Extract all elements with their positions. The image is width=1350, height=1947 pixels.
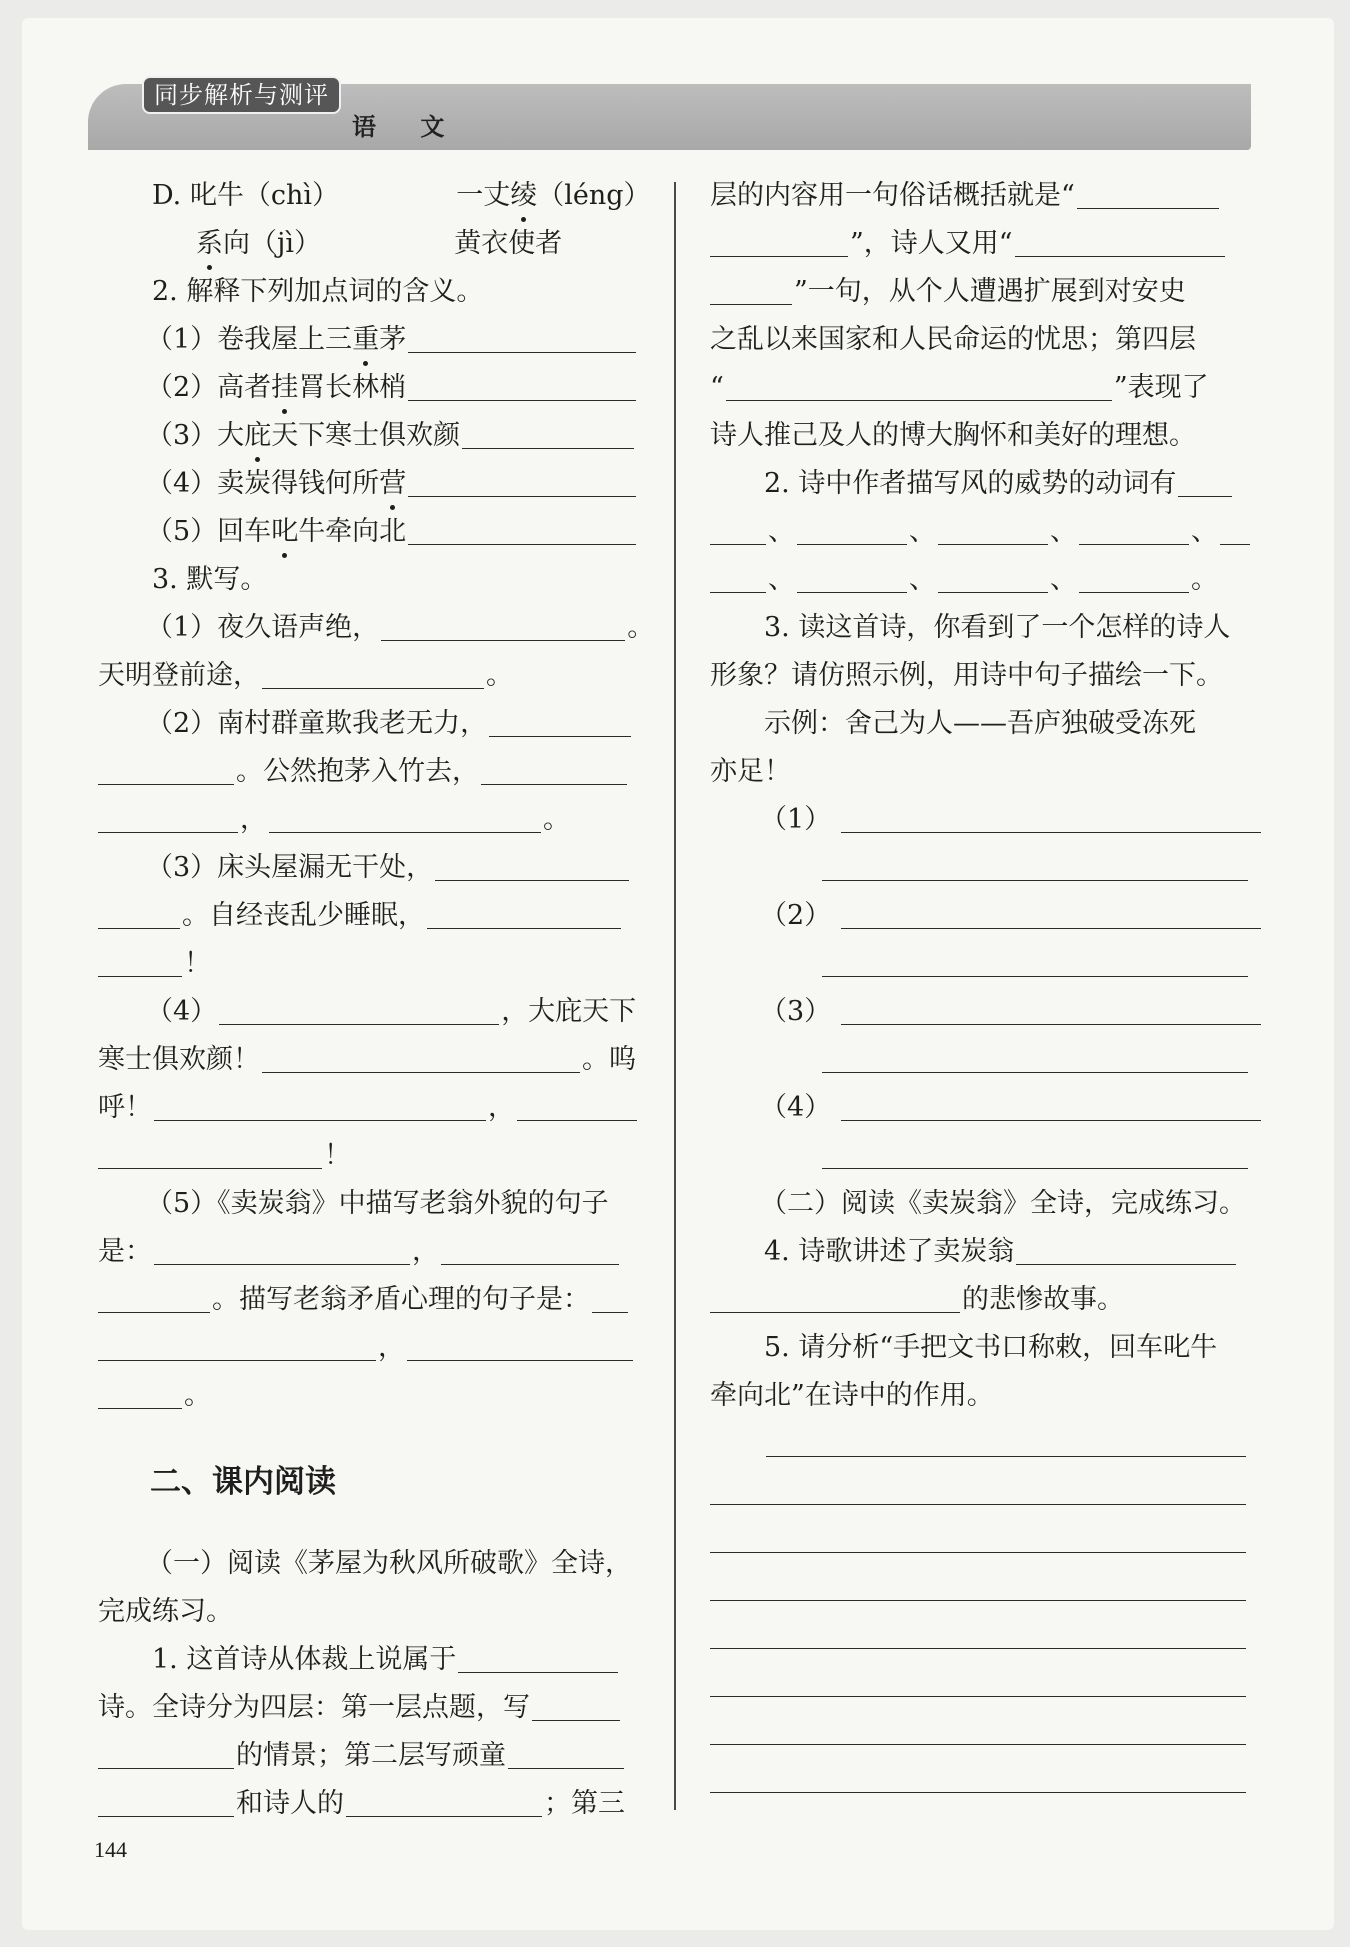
- answer-blank[interactable]: [710, 1612, 1246, 1649]
- answer-blank[interactable]: [592, 1276, 628, 1313]
- text: 、: [909, 564, 936, 595]
- text: （3）大: [146, 420, 245, 451]
- answer-blank[interactable]: [797, 556, 907, 593]
- text: 牛牵向北: [298, 516, 407, 547]
- answer-blank[interactable]: [408, 460, 636, 497]
- answer-blank[interactable]: [517, 1084, 637, 1121]
- text: 茅: [379, 324, 407, 355]
- q2-title: 2. 解释下列加点词的含义。: [152, 276, 484, 307]
- r1-q1-line2: [98, 1684, 622, 1732]
- reading1-intro-line2: 完成练习。: [98, 1596, 233, 1627]
- q3-4-line4: [96, 1132, 351, 1180]
- q3-2-line3: [96, 796, 570, 844]
- answer-blank[interactable]: [1077, 172, 1219, 209]
- q3-3-line2: [96, 892, 623, 940]
- r-q5-answer-4: [708, 1564, 1248, 1612]
- text: 罥长林梢: [298, 372, 407, 403]
- answer-blank[interactable]: [1178, 460, 1232, 497]
- text: 一丈: [456, 180, 511, 211]
- answer-blank[interactable]: [98, 1276, 210, 1313]
- q3-4-line2: [98, 1036, 636, 1084]
- answer-blank[interactable]: [98, 1132, 322, 1169]
- r-line-4: 之乱以来国家和人民命运的忧思；第四层: [710, 324, 1196, 355]
- r-q5-line2: 牵向北”在诗中的作用。: [710, 1380, 994, 1411]
- text: 向（jì）: [223, 228, 322, 259]
- text: 。: [486, 660, 513, 691]
- answer-blank[interactable]: [1220, 508, 1250, 545]
- r-q5-answer-3: [708, 1516, 1248, 1564]
- answer-blank[interactable]: [98, 1732, 234, 1769]
- r-q5-answer-2: [708, 1468, 1248, 1516]
- text: 呼！: [98, 1092, 152, 1123]
- q3-3-line1: [146, 844, 631, 892]
- answer-blank[interactable]: [532, 1684, 620, 1721]
- q3-1-line1: [146, 604, 654, 652]
- r-q2-line2: [708, 508, 1252, 556]
- series-title: 同步解析与测评: [142, 76, 341, 114]
- text: 。描写老翁矛盾心理的句子是：: [212, 1284, 590, 1315]
- answer-blank[interactable]: [1079, 556, 1189, 593]
- answer-blank[interactable]: [508, 1732, 624, 1769]
- r-answer-2: [760, 892, 1263, 940]
- answer-blank[interactable]: [710, 1756, 1246, 1793]
- q3-4-line3: [98, 1084, 639, 1132]
- answer-blank[interactable]: [481, 748, 627, 785]
- r-q2-line1: [764, 460, 1234, 508]
- text: 层的内容用一句俗话概括就是“: [710, 180, 1075, 211]
- text: D. 叱: [152, 180, 217, 211]
- answer-blank[interactable]: [710, 556, 766, 593]
- answer-blank[interactable]: [766, 1420, 1246, 1457]
- q2-item-3: [146, 412, 636, 460]
- r-q3-line1: 3. 读这首诗，你看到了一个怎样的诗人: [764, 612, 1231, 643]
- text: ，: [240, 804, 267, 835]
- r-answer-4: [760, 1084, 1263, 1132]
- page-number: 144: [94, 1837, 127, 1862]
- text: 天明登前途，: [98, 660, 260, 691]
- emphasis-char: 庇: [244, 412, 271, 460]
- q3-5-line2: [98, 1228, 621, 1276]
- answer-blank[interactable]: [98, 1372, 182, 1409]
- section-heading: 二、课内阅读: [150, 1464, 336, 1500]
- text: 的情景；第二层写顽童: [236, 1740, 506, 1771]
- text: 。: [543, 804, 570, 835]
- r-q3-line2: 形象？请仿照示例，用诗中句子描绘一下。: [710, 660, 1223, 691]
- option-d-line1: [152, 172, 651, 220]
- q3-1-line2: [98, 652, 513, 700]
- text: ！: [184, 948, 211, 979]
- text: ，: [412, 1236, 439, 1267]
- text: （5）回车: [146, 516, 272, 547]
- r-line-5: [710, 364, 1209, 412]
- answer-blank[interactable]: [710, 1468, 1246, 1505]
- text: （1）: [760, 804, 832, 835]
- answer-blank[interactable]: [1079, 508, 1189, 545]
- text: 、: [768, 564, 795, 595]
- q2-item-5: [146, 508, 638, 556]
- answer-blank[interactable]: [462, 412, 634, 449]
- text: 。: [184, 1380, 211, 1411]
- q2-item-1: [146, 316, 638, 364]
- answer-blank[interactable]: [154, 1084, 486, 1121]
- r-answer-4b: [820, 1132, 1250, 1180]
- text: 。呜: [582, 1044, 636, 1075]
- answer-blank[interactable]: [98, 1780, 234, 1817]
- text: （4）: [146, 996, 218, 1027]
- answer-blank[interactable]: [841, 796, 1261, 833]
- answer-blank[interactable]: [822, 844, 1248, 881]
- r-q5-answer-6: [708, 1660, 1248, 1708]
- text: ”表现了: [1113, 372, 1209, 403]
- text: 牛（chì）: [216, 180, 340, 211]
- text: 寒士俱欢颜！: [98, 1044, 260, 1075]
- r-answer-1: [760, 796, 1263, 844]
- text: 天下寒士俱欢颜: [271, 420, 461, 451]
- answer-blank[interactable]: [427, 892, 621, 929]
- answer-blank[interactable]: [346, 1780, 542, 1817]
- emphasis-char: 营: [379, 460, 406, 508]
- answer-blank[interactable]: [841, 892, 1261, 929]
- text: 。公然抱茅入竹去，: [236, 756, 479, 787]
- emphasis-char: 重: [352, 316, 379, 364]
- answer-blank[interactable]: [489, 700, 631, 737]
- answer-blank[interactable]: [710, 268, 792, 305]
- answer-blank[interactable]: [435, 844, 629, 881]
- answer-blank[interactable]: [98, 940, 182, 977]
- r-answer-2b: [820, 940, 1250, 988]
- text: （2）高者: [146, 372, 272, 403]
- emphasis-char: 系: [196, 220, 223, 268]
- answer-blank[interactable]: [262, 1036, 580, 1073]
- text: 、: [1050, 564, 1077, 595]
- r-q2-line3: [708, 556, 1218, 604]
- answer-blank[interactable]: [98, 892, 180, 929]
- r-q4-line1: [764, 1228, 1238, 1276]
- r-q5-line1: 5. 请分析“手把文书口称敕，回车叱牛: [764, 1332, 1218, 1363]
- text: ；第三: [544, 1788, 625, 1819]
- r-example-line2: 亦足！: [710, 756, 791, 787]
- text: 黄衣使者: [454, 228, 563, 259]
- text: 4. 诗歌讲述了卖炭翁: [764, 1236, 1015, 1267]
- text: 是：: [98, 1236, 152, 1267]
- reading2-intro: （二）阅读《卖炭翁》全诗，完成练习。: [760, 1188, 1246, 1219]
- emphasis-char: 绫: [510, 172, 537, 220]
- answer-blank[interactable]: [938, 556, 1048, 593]
- answer-blank[interactable]: [407, 1324, 633, 1361]
- answer-blank[interactable]: [154, 1228, 410, 1265]
- text: （4）卖炭得钱何所: [146, 468, 380, 499]
- emphasis-char: 挂: [271, 364, 298, 412]
- r-q5-answer-1: [764, 1420, 1248, 1468]
- text: ，: [488, 1092, 515, 1123]
- r-q5-answer-7: [708, 1708, 1248, 1756]
- text: （3）床头屋漏无干处，: [146, 852, 434, 883]
- text: 、: [1050, 516, 1077, 547]
- answer-blank[interactable]: [408, 364, 636, 401]
- r-example-line1: 示例：舍己为人——吾庐独破受冻死: [764, 708, 1196, 739]
- q3-5-line3: [96, 1276, 630, 1324]
- text: 。: [1191, 564, 1218, 595]
- answer-blank[interactable]: [381, 604, 625, 641]
- answer-blank[interactable]: [822, 1132, 1248, 1169]
- r-line-1: [710, 172, 1221, 220]
- text: 、: [768, 516, 795, 547]
- answer-blank[interactable]: [408, 508, 636, 545]
- text: ，: [378, 1332, 405, 1363]
- option-d-line2: [196, 220, 562, 268]
- text: （2）: [760, 900, 832, 931]
- answer-blank[interactable]: [710, 1660, 1246, 1697]
- q3-5-line1: （5）《卖炭翁》中描写老翁外貌的句子: [146, 1188, 609, 1219]
- text: 2. 诗中作者描写风的威势的动词有: [764, 468, 1177, 499]
- r-answer-1b: [820, 844, 1250, 892]
- r1-q1-line1: [152, 1636, 620, 1684]
- r-q5-answer-5: [708, 1612, 1248, 1660]
- answer-blank[interactable]: [938, 508, 1048, 545]
- text: （léng）: [537, 180, 651, 211]
- answer-blank[interactable]: [710, 1564, 1246, 1601]
- text: （2）南村群童欺我老无力，: [146, 708, 488, 739]
- q2-item-4: [146, 460, 638, 508]
- text: “: [710, 372, 724, 403]
- text: （1）夜久语声绝，: [146, 612, 380, 643]
- text: ，大庇天下: [501, 996, 637, 1027]
- q3-2-line2: [96, 748, 629, 796]
- answer-blank[interactable]: [262, 652, 484, 689]
- r-line-2: [708, 220, 1227, 268]
- answer-blank[interactable]: [710, 220, 848, 257]
- answer-blank[interactable]: [1016, 1228, 1236, 1265]
- text: 、: [1191, 516, 1218, 547]
- r-q4-line2: [708, 1276, 1124, 1324]
- q3-3-line3: [96, 940, 211, 988]
- answer-blank[interactable]: [219, 988, 499, 1025]
- r1-q1-line4: [96, 1780, 625, 1828]
- answer-blank[interactable]: [269, 796, 541, 833]
- q3-5-line4: [96, 1324, 635, 1372]
- answer-blank[interactable]: [841, 988, 1261, 1025]
- answer-blank[interactable]: [458, 1636, 618, 1673]
- reading1-intro-line1: （一）阅读《茅屋为秋风所破歌》全诗，: [146, 1548, 632, 1579]
- text: ”，诗人又用“: [850, 228, 1013, 259]
- r1-q1-line3: [96, 1732, 626, 1780]
- q3-5-line5: [96, 1372, 211, 1420]
- q3-2-line1: [146, 700, 633, 748]
- emphasis-char: 叱: [271, 508, 298, 556]
- answer-blank[interactable]: [710, 1276, 960, 1313]
- r-q5-answer-8: [708, 1756, 1248, 1804]
- text: 。: [627, 612, 655, 643]
- answer-blank[interactable]: [98, 796, 238, 833]
- answer-blank[interactable]: [710, 1708, 1246, 1745]
- answer-blank[interactable]: [841, 1084, 1261, 1121]
- answer-blank[interactable]: [441, 1228, 619, 1265]
- answer-blank[interactable]: [1015, 220, 1225, 257]
- q3-title: 3. 默写。: [152, 564, 268, 595]
- text: （1）卷我屋上三: [146, 324, 353, 355]
- q2-item-2: [146, 364, 638, 412]
- text: （4）: [760, 1092, 832, 1123]
- answer-blank[interactable]: [98, 748, 234, 785]
- text: ”一句，从个人遭遇扩展到对安史: [794, 276, 1186, 307]
- text: 。自经丧乱少睡眠，: [182, 900, 425, 931]
- text: （3）: [760, 996, 832, 1027]
- column-divider: [674, 182, 676, 1810]
- answer-blank[interactable]: [710, 508, 766, 545]
- text: 和诗人的: [236, 1788, 344, 1819]
- text: 的悲惨故事。: [962, 1284, 1124, 1315]
- text: 1. 这首诗从体裁上说属于: [152, 1644, 457, 1675]
- text: 诗。全诗分为四层：第一层点题，写: [98, 1692, 530, 1723]
- r-line-3: [708, 268, 1186, 316]
- text: ！: [324, 1140, 351, 1171]
- answer-blank[interactable]: [710, 1516, 1246, 1553]
- answer-blank[interactable]: [822, 940, 1248, 977]
- answer-blank[interactable]: [822, 1036, 1248, 1073]
- r-answer-3: [760, 988, 1263, 1036]
- answer-blank[interactable]: [408, 316, 636, 353]
- answer-blank[interactable]: [98, 1324, 376, 1361]
- answer-blank[interactable]: [726, 364, 1112, 401]
- r-answer-3b: [820, 1036, 1250, 1084]
- subject-title: 语 文: [352, 113, 463, 141]
- text: 、: [909, 516, 936, 547]
- r-line-6: 诗人推己及人的博大胸怀和美好的理想。: [710, 420, 1196, 451]
- q3-4-line1: [146, 988, 636, 1036]
- answer-blank[interactable]: [797, 508, 907, 545]
